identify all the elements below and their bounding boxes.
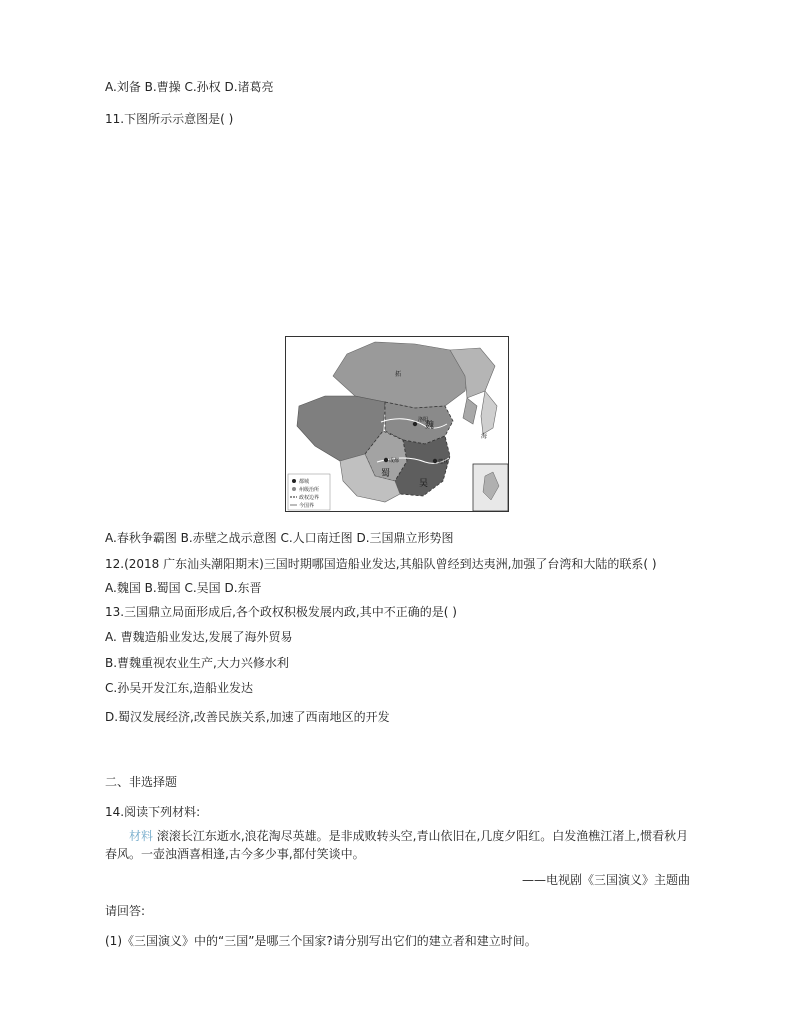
material-label: 材料	[129, 829, 154, 843]
q14-part-1: (1)《三国演义》中的“三国”是哪三个国家?请分别写出它们的建立者和建立时间。	[105, 934, 537, 948]
map-label-wei: 魏	[425, 421, 435, 431]
q10-options: A.刘备 B.曹操 C.孙权 D.诸葛亮	[105, 80, 274, 94]
material-source: ——电视剧《三国演义》主题曲	[521, 873, 690, 887]
map-label-wu: 吴	[419, 479, 429, 489]
answer-prompt: 请回答:	[105, 904, 146, 918]
map-label-jianye: 建业	[438, 459, 449, 465]
q13-option-d: D.蜀汉发展经济,改善民族关系,加速了西南地区的开发	[105, 710, 390, 724]
q13-option-c: C.孙吴开发江东,造船业发达	[105, 681, 254, 695]
q13-option-b: B.曹魏重视农业生产,大力兴修水利	[105, 656, 289, 670]
map-city-marker	[413, 422, 417, 426]
map-label-shu: 蜀	[381, 469, 391, 479]
map-label-north: 拓	[395, 371, 402, 378]
map-city-marker	[384, 458, 388, 462]
map-label-luoyang: 洛阳	[418, 417, 429, 423]
q11-options: A.春秋争霸图 B.赤壁之战示意图 C.人口南迁图 D.三国鼎立形势图	[105, 531, 454, 545]
section-heading: 二、非选择题	[105, 775, 178, 789]
q12-stem: 12.(2018 广东汕头潮阳期末)三国时期哪国造船业发达,其船队曾经到达夷洲,加强了台湾和大陆的联系( )	[105, 557, 657, 571]
legend-boundary: 政权边界	[299, 495, 320, 501]
map-label-sea: 海	[481, 433, 488, 440]
map-city-marker	[433, 459, 437, 463]
map-legend	[288, 474, 330, 510]
q11-stem: 11.下图所示示意图是( )	[105, 112, 234, 126]
legend-capital: 都城	[299, 479, 310, 485]
map-label-chengdu: 成都	[389, 458, 400, 464]
q13-option-a: A. 曹魏造船业发达,发展了海外贸易	[105, 630, 293, 644]
legend-border: 今国界	[299, 503, 315, 509]
legend-seat: 州级治所	[299, 487, 320, 493]
q13-stem: 13.三国鼎立局面形成后,各个政权积极发展内政,其中不正确的是( )	[105, 605, 457, 619]
material-text: 滚滚长江东逝水,浪花淘尽英雄。是非成败转头空,青山依旧在,几度夕阳红。白发渔樵江渚上,惯看秋月春风。一壶浊酒喜相逢,古今多少事,都付笑谈中。	[105, 829, 689, 861]
q14-stem: 14.阅读下列材料:	[105, 805, 201, 819]
q12-options: A.魏国 B.蜀国 C.吴国 D.东晋	[105, 581, 262, 595]
three-kingdoms-map	[285, 336, 509, 512]
material-paragraph	[105, 827, 693, 863]
